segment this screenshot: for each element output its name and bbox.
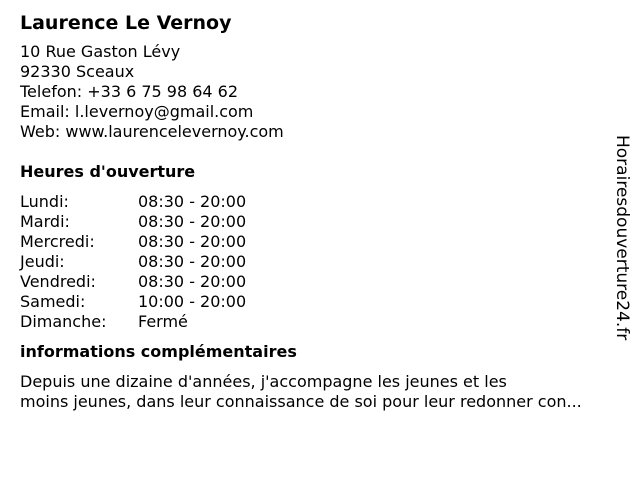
hours-time: 08:30 - 20:00 <box>138 212 247 231</box>
info-description <box>20 372 630 412</box>
info-description-line: moins jeunes, dans leur connaissance de soi pour leur redonner con... <box>20 392 582 411</box>
hours-time: 08:30 - 20:00 <box>138 192 247 211</box>
site-watermark: Horairesdouverture24.fr <box>612 135 632 341</box>
hours-row-monday <box>20 192 620 212</box>
business-card <box>20 10 620 412</box>
hours-row-saturday <box>20 292 620 312</box>
hours-time: 08:30 - 20:00 <box>138 232 247 251</box>
hours-row-wednesday <box>20 232 620 252</box>
hours-day: Dimanche: <box>20 312 107 331</box>
info-description-line: Depuis une dizaine d'années, j'accompagne les jeunes et les <box>20 372 507 391</box>
hours-time: 08:30 - 20:00 <box>138 252 247 271</box>
email-line: Email: l.levernoy@gmail.com <box>20 102 254 121</box>
address-street: 10 Rue Gaston Lévy <box>20 42 181 61</box>
phone-line: Telefon: +33 6 75 98 64 62 <box>20 82 239 101</box>
hours-table <box>20 192 620 332</box>
hours-time: Fermé <box>138 312 188 331</box>
business-name: Laurence Le Vernoy <box>20 12 232 34</box>
web-line: Web: www.laurencelevernoy.com <box>20 122 284 141</box>
hours-row-tuesday <box>20 212 620 232</box>
info-title: informations complémentaires <box>20 342 297 361</box>
hours-row-sunday <box>20 312 620 332</box>
hours-day: Samedi: <box>20 292 86 311</box>
hours-row-thursday <box>20 252 620 272</box>
hours-day: Jeudi: <box>20 252 65 271</box>
hours-time: 10:00 - 20:00 <box>138 292 247 311</box>
hours-time: 08:30 - 20:00 <box>138 272 247 291</box>
hours-day: Mercredi: <box>20 232 95 251</box>
hours-row-friday <box>20 272 620 292</box>
hours-day: Vendredi: <box>20 272 96 291</box>
hours-title: Heures d'ouverture <box>20 162 196 181</box>
hours-day: Mardi: <box>20 212 70 231</box>
address-city: 92330 Sceaux <box>20 62 135 81</box>
hours-day: Lundi: <box>20 192 69 211</box>
